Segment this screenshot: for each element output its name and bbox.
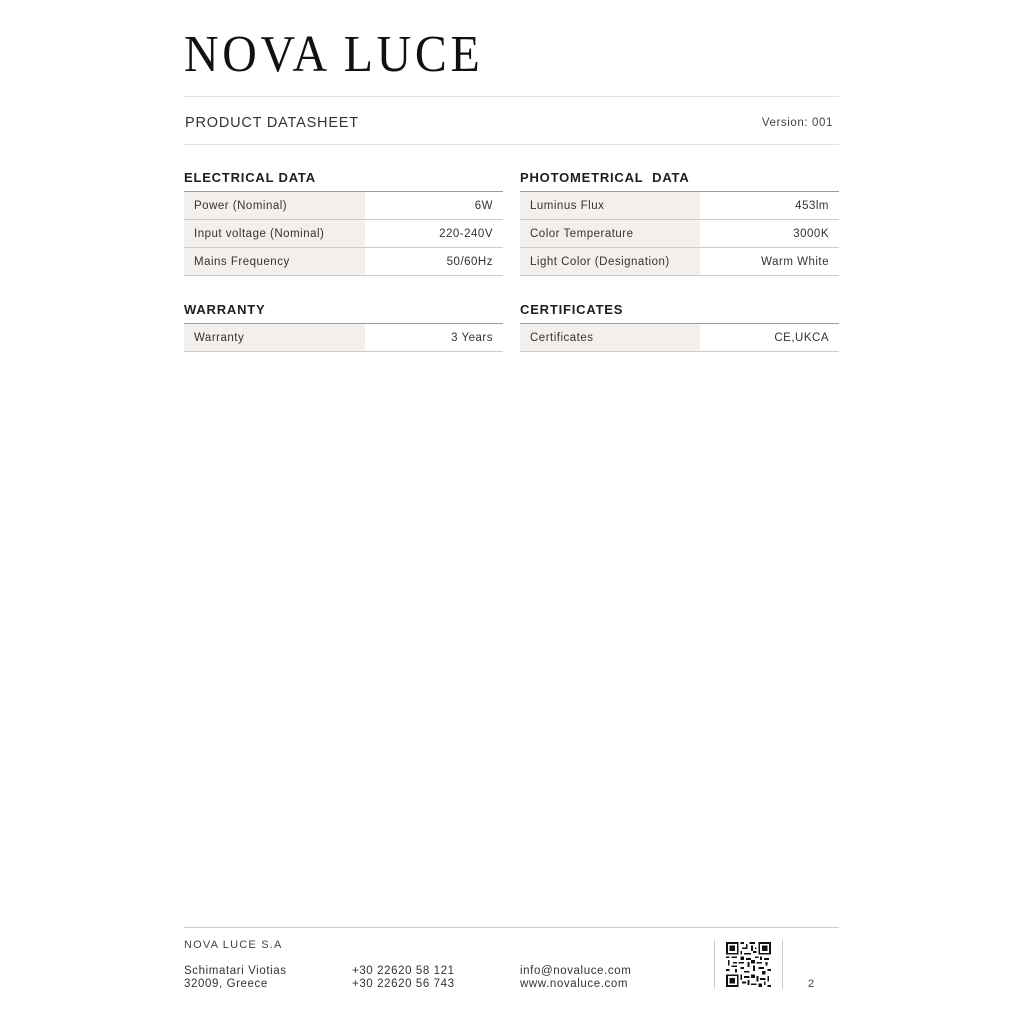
- row-label: Input voltage (Nominal): [184, 220, 365, 247]
- section-heading: CERTIFICATES: [520, 303, 839, 324]
- row-value: 3000K: [793, 228, 829, 240]
- warranty-section: [184, 303, 503, 352]
- row-value: 220-240V: [439, 228, 493, 240]
- header-top-divider: [184, 96, 839, 97]
- table-row: [520, 324, 839, 352]
- row-label: Mains Frequency: [184, 248, 365, 275]
- row-value: 6W: [474, 200, 493, 212]
- electrical-data-section: [184, 171, 503, 276]
- footer-divider-left: [714, 940, 715, 989]
- website-link[interactable]: www.novaluce.com: [520, 978, 629, 990]
- row-value: CE,UKCA: [774, 332, 829, 344]
- table-row: [520, 192, 839, 220]
- footer-divider-right: [782, 940, 783, 989]
- row-label: Color Temperature: [520, 220, 700, 247]
- section-heading: PHOTOMETRICAL DATA: [520, 171, 839, 192]
- row-value: 3 Years: [451, 332, 493, 344]
- version-label: Version: 001: [761, 117, 833, 129]
- document-title: PRODUCT DATASHEET: [185, 115, 359, 131]
- row-value: 50/60Hz: [446, 256, 493, 268]
- phone-number-2: +30 22620 56 743: [352, 978, 455, 990]
- section-heading: WARRANTY: [184, 303, 503, 324]
- phone-number-1: +30 22620 58 121: [352, 965, 455, 977]
- table-row: [184, 248, 503, 276]
- row-value: 453lm: [795, 200, 829, 212]
- qr-code-icon: [726, 942, 771, 987]
- row-label: Power (Nominal): [184, 192, 365, 219]
- brand-logo: NOVA LUCE: [184, 26, 484, 83]
- page-number: 2: [808, 978, 815, 990]
- table-row: [184, 192, 503, 220]
- address-line-2: 32009, Greece: [184, 978, 268, 990]
- table-row: [184, 324, 503, 352]
- row-label: Warranty: [184, 324, 365, 351]
- table-row: [184, 220, 503, 248]
- footer-divider: [184, 927, 839, 928]
- row-label: Certificates: [520, 324, 700, 351]
- address-line-1: Schimatari Viotias: [184, 965, 287, 977]
- section-heading: ELECTRICAL DATA: [184, 171, 503, 192]
- table-row: [520, 248, 839, 276]
- photometrical-data-section: [520, 171, 839, 276]
- row-label: Light Color (Designation): [520, 248, 700, 275]
- email-link[interactable]: info@novaluce.com: [520, 965, 632, 977]
- row-value: Warm White: [761, 256, 829, 268]
- table-row: [520, 220, 839, 248]
- row-label: Luminus Flux: [520, 192, 700, 219]
- certificates-section: [520, 303, 839, 352]
- header-bottom-divider: [184, 144, 839, 145]
- company-name: NOVA LUCE S.A: [184, 939, 283, 951]
